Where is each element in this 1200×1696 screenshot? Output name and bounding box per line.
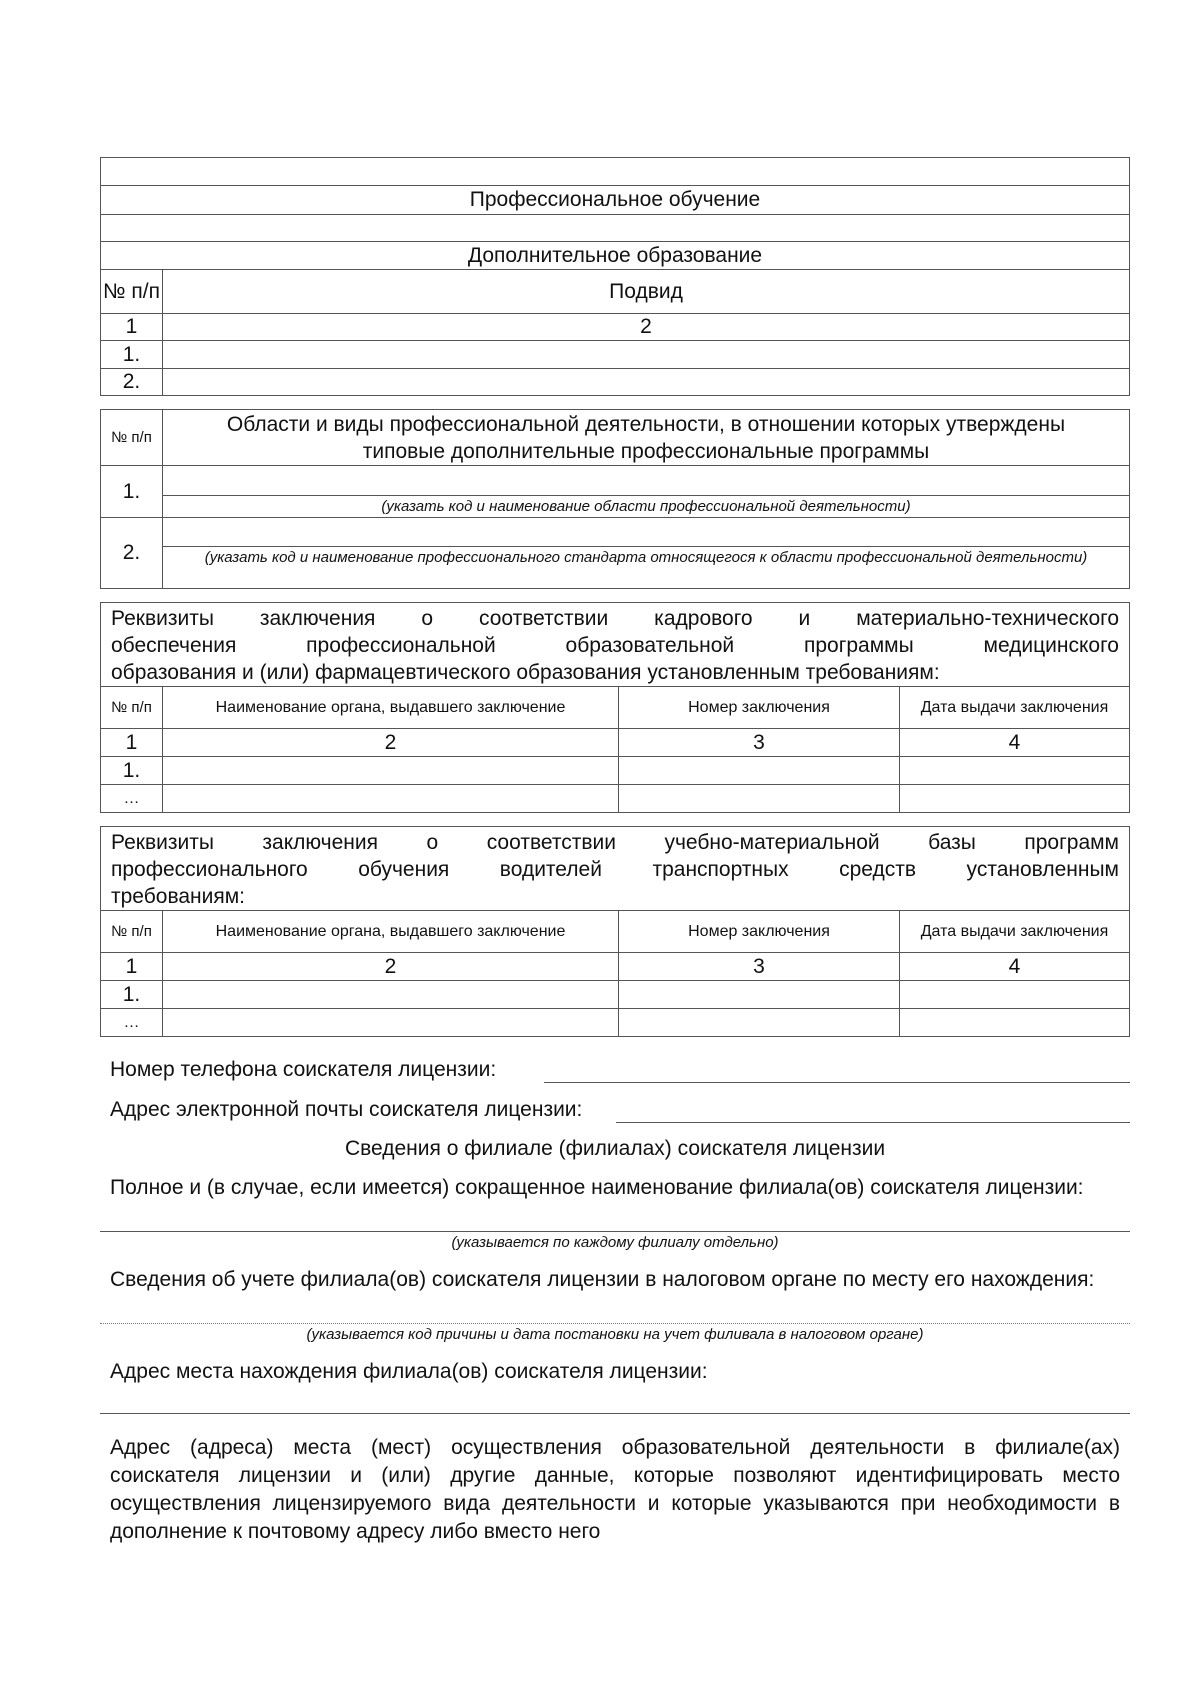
branch-heading: Сведения о филиале (филиалах) соискателя лицензии — [344, 1137, 886, 1160]
issue-date-cell[interactable] — [900, 1009, 1130, 1037]
row-number: … — [101, 785, 163, 813]
issue-date-cell[interactable] — [900, 785, 1130, 813]
email-field[interactable] — [616, 1102, 1130, 1123]
number-header: № п/п — [101, 270, 163, 314]
branch-name-label: Полное и (в случае, если имеется) сокращенное наименование филиала(ов) соискателя лицензии: — [110, 1176, 1084, 1199]
standard-cell[interactable] — [163, 518, 1130, 589]
title-line: образования и (или) фармацевтического образования установленным требованиям: — [111, 661, 940, 684]
conclusion-number-cell[interactable] — [619, 1009, 900, 1037]
driver-training-conclusion-title — [100, 826, 1130, 910]
medical-conclusion-table — [100, 686, 1130, 813]
branch-tax-note: (указывается код причины и дата постановки на учет филивала в налоговом органе) — [306, 1326, 924, 1343]
medical-conclusion-title — [100, 602, 1130, 686]
row-number: 2. — [101, 369, 163, 396]
row-number: 1. — [101, 981, 163, 1009]
additional-education-row: Дополнительное образование — [101, 242, 1130, 270]
activity-area-cell[interactable] — [163, 466, 1130, 518]
empty-row — [101, 158, 1130, 186]
title-line: Реквизиты заключения о соответствии кадрового и материально-технического — [111, 607, 1119, 630]
activity-areas-header: Области и виды профессиональной деятельности, в отношении которых утверждены типовые дополнительные профессиональные программы — [163, 410, 1130, 466]
number-header: № п/п — [101, 911, 163, 953]
column-number: 2 — [163, 953, 619, 981]
driver-training-conclusion-table — [100, 910, 1130, 1037]
branch-address-field[interactable] — [100, 1385, 1130, 1414]
column-number: 1 — [101, 314, 163, 341]
subtype-table — [100, 157, 1130, 396]
subtype-cell[interactable] — [163, 369, 1130, 396]
issuer-cell[interactable] — [163, 1009, 619, 1037]
issuer-header: Наименование органа, выдавшего заключение — [163, 687, 619, 729]
conclusion-number-header: Номер заключения — [619, 911, 900, 953]
branch-name-field[interactable] — [100, 1201, 1130, 1232]
column-number: 4 — [900, 729, 1130, 757]
branch-tax-field[interactable] — [100, 1293, 1130, 1324]
branch-activity-address-label: Адрес (адреса) места (мест) осуществления образовательной деятельности в филиале(ах) соискателя лицензии и (или) другие данные, которые позволяют идентифицировать место осуществления лицензируемого вида деятельности и которые указываются при необходимости в дополнение к почтовому адресу либо вместо него — [110, 1436, 1120, 1543]
empty-row — [101, 215, 1130, 242]
phone-row — [100, 1049, 1130, 1083]
issuer-cell[interactable] — [163, 981, 619, 1009]
subtype-header: Подвид — [163, 270, 1130, 314]
row-number: 2. — [101, 518, 163, 589]
column-number: 1 — [101, 953, 163, 981]
title-line: профессионального обучения водителей транспортных средств установленным — [111, 858, 1119, 881]
prof-training-row: Профессиональное обучение — [101, 186, 1130, 215]
issue-date-header: Дата выдачи заключения — [900, 687, 1130, 729]
branch-name-note: (указывается по каждому филиалу отдельно) — [451, 1234, 779, 1251]
issuer-header: Наименование органа, выдавшего заключение — [163, 911, 619, 953]
issuer-cell[interactable] — [163, 785, 619, 813]
conclusion-number-cell[interactable] — [619, 981, 900, 1009]
issue-date-cell[interactable] — [900, 757, 1130, 785]
column-number: 4 — [900, 953, 1130, 981]
row-number: 1. — [101, 341, 163, 369]
title-line: требованиям: — [111, 885, 246, 908]
issue-date-cell[interactable] — [900, 981, 1130, 1009]
column-number: 2 — [163, 729, 619, 757]
number-header: № п/п — [101, 410, 163, 466]
branch-tax-label: Сведения об учете филиала(ов) соискателя лицензии в налоговом органе по месту его нахождения: — [110, 1268, 1095, 1291]
column-number: 3 — [619, 953, 900, 981]
conclusion-number-cell[interactable] — [619, 785, 900, 813]
phone-field[interactable] — [544, 1062, 1130, 1083]
subtype-cell[interactable] — [163, 341, 1130, 369]
activity-areas-table — [100, 409, 1130, 589]
column-number: 2 — [163, 314, 1130, 341]
license-form-page — [100, 157, 1130, 1546]
email-row — [100, 1089, 1130, 1123]
conclusion-number-header: Номер заключения — [619, 687, 900, 729]
area-code-note: (указать код и наименование области профессиональной деятельности) — [381, 498, 911, 515]
branch-address-label: Адрес места нахождения филиала(ов) соискателя лицензии: — [110, 1360, 708, 1383]
column-number: 1 — [101, 729, 163, 757]
standard-code-note: (указать код и наименование профессионального стандарта относящегося к области профессиональной деятельности) — [204, 549, 1088, 566]
title-line: Реквизиты заключения о соответствии учебно-материальной базы программ — [111, 831, 1119, 854]
email-label: Адрес электронной почты соискателя лицензии: — [110, 1098, 583, 1121]
title-line: обеспечения профессиональной образовательной программы медицинского — [111, 634, 1119, 657]
row-number: 1. — [101, 466, 163, 518]
number-header: № п/п — [101, 687, 163, 729]
row-number: … — [101, 1009, 163, 1037]
issue-date-header: Дата выдачи заключения — [900, 911, 1130, 953]
phone-label: Номер телефона соискателя лицензии: — [110, 1058, 497, 1081]
row-number: 1. — [101, 757, 163, 785]
column-number: 3 — [619, 729, 900, 757]
issuer-cell[interactable] — [163, 757, 619, 785]
conclusion-number-cell[interactable] — [619, 757, 900, 785]
